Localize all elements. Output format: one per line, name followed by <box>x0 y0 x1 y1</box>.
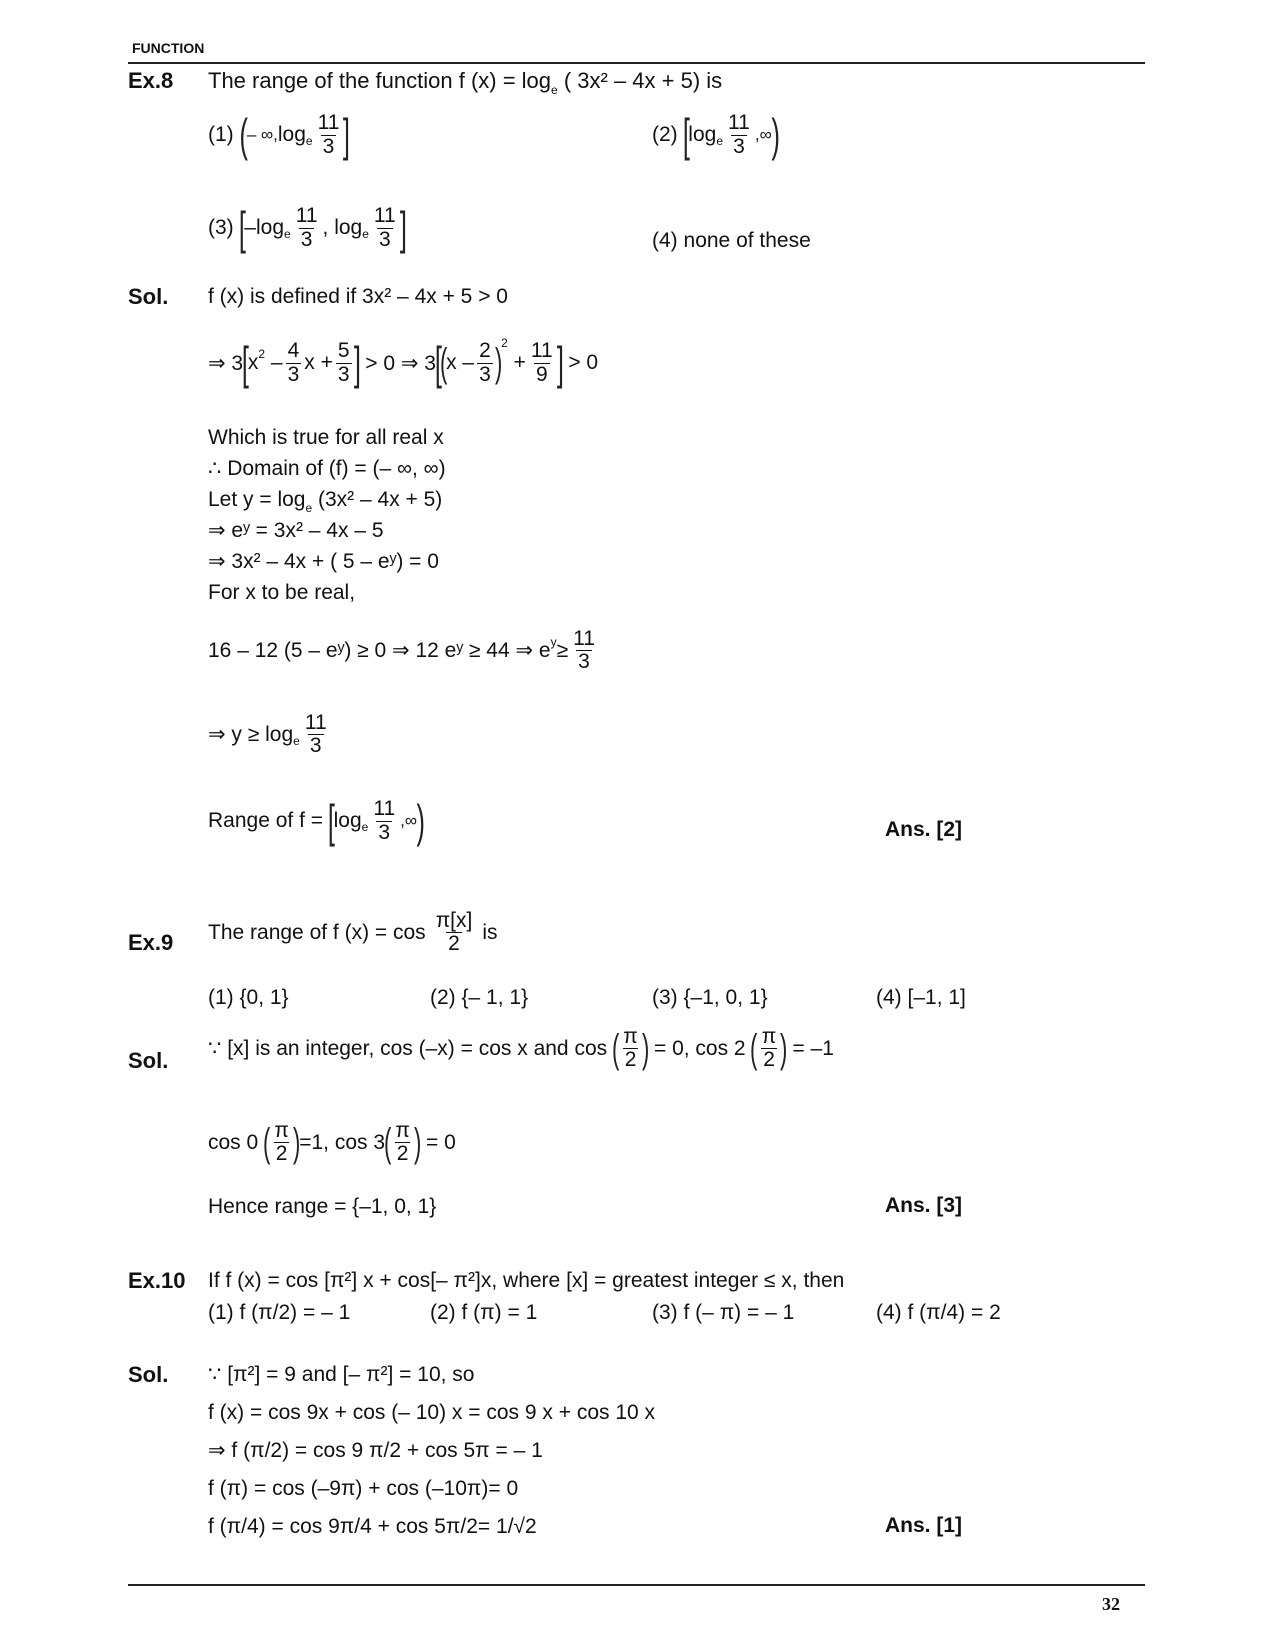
page-number: 32 <box>1102 1594 1120 1614</box>
ex10-sol-line-1: ∵ [π²] = 9 and [– π²] = 10, so <box>208 1363 475 1386</box>
ex9-option-4: (4) [–1, 1] <box>876 986 966 1009</box>
ex10-sol-line-4: f (π) = cos (–9π) + cos (–10π)= 0 <box>208 1477 519 1500</box>
ex10-question: If f (x) = cos [π²] x + cos[– π²]x, where [x] = greatest integer ≤ x, then <box>208 1269 845 1292</box>
ex10-option-1: (1) f (π/2) = – 1 <box>208 1301 351 1324</box>
ex8-question: The range of the function f $(x) = \log_e$ ( 3x² – 4x + 5) is <box>208 68 723 97</box>
ex10-sol-line-2: f (x) = cos 9x + cos (– 10) x = cos 9 x + cos 10 x <box>208 1401 656 1424</box>
ex8-sol-line-6: ⇒ eʸ = 3x² – 4x – 5 <box>208 519 384 542</box>
ex8-answer: Ans. [2] <box>885 818 963 841</box>
ex10-sol-line-5: f (π/4) = cos 9π/4 + cos 5π/2= 1/√2 <box>208 1515 537 1538</box>
ex9-sol-line-2: cos 0 ( $\frac{\pi}{2}$ ) =1, cos 3 ( $\frac{\pi}{2}$ ) = 0 <box>208 1119 456 1166</box>
ex8-sol-line-1: f (x) is defined if 3x² – 4x + 5 > 0 <box>208 285 508 308</box>
ex9-option-2: (2) {– 1, 1} <box>430 986 529 1009</box>
ex9-label: Ex.9 <box>128 930 174 955</box>
ex8-option-2: (2) [ log e $\frac{11}{3}$ , ∞ ) <box>652 109 780 161</box>
ex9-answer: Ans. [3] <box>885 1194 963 1217</box>
ex10-option-4: (4) f (π/4) = 2 <box>876 1301 1001 1324</box>
ex10-label: Ex.10 <box>128 1268 186 1293</box>
ex9-option-3: (3) {–1, 0, 1} <box>652 986 768 1009</box>
ex8-sol-line-2: ⇒ 3 [ x 2 – $\frac{4}{3}$ x + $\frac{5}{3}$ ] > 0 ⇒ 3 [ ( x – $\frac{2}{3}$ ) 2 + $\frac{11}{9}$ ] > 0 <box>208 336 599 389</box>
ex8-sol-line-11: Range of f = [ log e $\frac{11}{3}$ , ∞ ) <box>208 795 425 847</box>
ex10-option-2: (2) f (π) = 1 <box>430 1301 538 1324</box>
ex9-conclusion: Hence range = {–1, 0, 1} <box>208 1195 437 1218</box>
footer-rule <box>128 1584 1145 1586</box>
ex9-sol-label: Sol. <box>128 1048 169 1073</box>
ex9-question: The range of f (x) = cos $\frac{\pi[x]}{2}$ is <box>208 909 498 956</box>
ex8-sol-label: Sol. <box>128 284 169 309</box>
ex8-sol-line-7: ⇒ 3x² – 4x + ( 5 – eʸ) = 0 <box>208 550 439 573</box>
ex8-sol-line-5: Let $y = \log_e (3x^2 - 4x + 5)$ <box>208 488 443 515</box>
running-header: FUNCTION <box>132 40 205 56</box>
ex8-sol-line-10: ⇒ y ≥ log e $\frac{11}{3}$ <box>208 711 327 758</box>
ex10-sol-line-3: ⇒ f (π/2) = cos 9 π/2 + cos 5π = – 1 <box>208 1439 543 1462</box>
ex8-option-4: (4) none of these <box>652 229 811 252</box>
ex9-option-1: (1) {0, 1} <box>208 986 289 1009</box>
ex10-sol-label: Sol. <box>128 1362 169 1387</box>
ex8-option-1: (1) ( – ∞, log e $\frac{11}{3}$ ] <box>208 109 351 161</box>
ex9-sol-line-1: ∵ [x] is an integer, cos (–x) = cos x and cos ( $\frac{\pi}{2}$ ) = 0, cos 2 ( $\frac{\pi}{2}$ ) = –1 <box>208 1025 834 1072</box>
ex8-label: Ex.8 <box>128 68 174 93</box>
header-rule <box>128 62 1145 64</box>
ex8-sol-line-8: For x to be real, <box>208 581 356 604</box>
ex8-sol-line-4: ∴ Domain of (f) = (– ∞, ∞) <box>208 457 446 480</box>
ex8-option-3: (3) [ – log e $\frac{11}{3}$ , log e $\frac{11}{3}$ ] <box>208 202 407 254</box>
ex10-option-3: (3) f (– π) = – 1 <box>652 1301 795 1324</box>
ex8-sol-line-3: Which is true for all real x <box>208 426 444 449</box>
ex10-answer: Ans. [1] <box>885 1514 963 1537</box>
ex8-sol-line-9: 16 – 12 (5 – eʸ) ≥ 0 ⇒ 12 eʸ ≥ 44 ⇒ e y ≥ $\frac{11}{3}$ <box>208 627 595 674</box>
